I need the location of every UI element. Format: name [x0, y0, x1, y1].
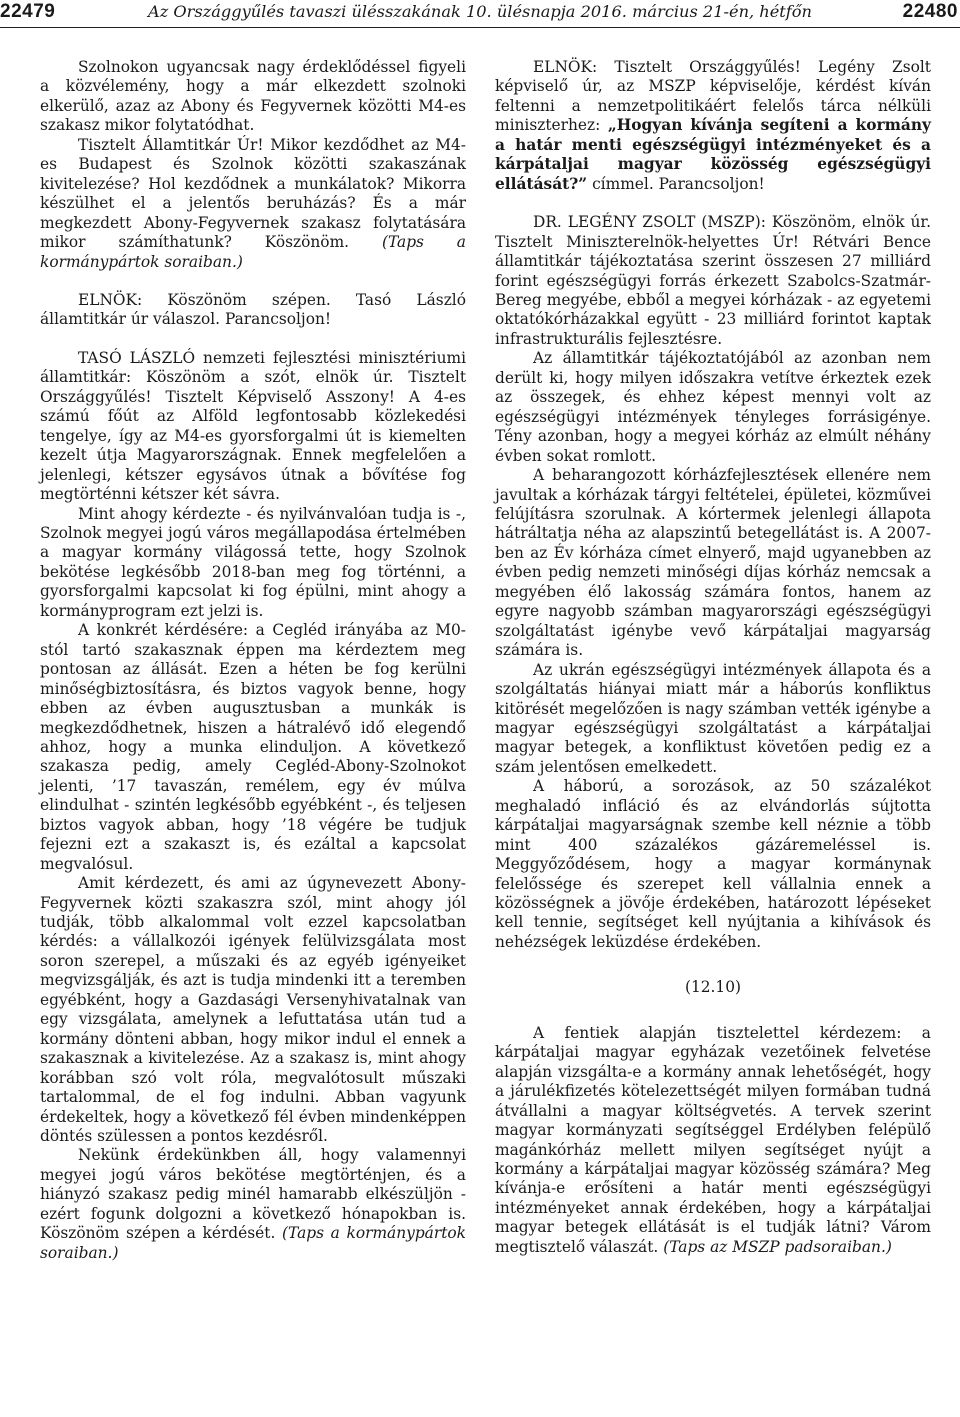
paragraph-text: címmel. Parancsoljon! [592, 174, 765, 193]
applause-note: (Taps az MSZP padsoraiban.) [663, 1237, 892, 1256]
paragraph-text: A fentiek alapján tisztelettel kérdezem: a kárpátaljai magyar egyházak vezetőinek felvetése alapján vizsgálta-e a kormány annak lehetőségét, hogy a járulékfizetés kötelezettségét milyen formában tudná átvállalni a magyar költségvetés. A tervek szerint magyar kormányzati segítséggel Erdélyben felépülő magánkórház mellett milyen segítséget nyújt a kormány a kárpátaljai magyar közösség számára? Meg kívánja-e erősíteni a határ menti egészségügyi intézményeket annak érdekében, hogy a kárpátaljai magyar betegek ellátását is el tudják látni? Várom megtisztelő válaszát. [495, 1023, 931, 1256]
speaker-paragraph: DR. LEGÉNY ZSOLT (MSZP): Köszönöm, elnök úr. Tisztelt Miniszterelnök-helyettes Úr! Rétvári Bence államtitkár tájékoztatása szerint összesen 27 milliárd forint egészségügyi forrás érkezett Szabolcs-Szatmár-Bereg megyébe, ebből a megyei kórházak - az egyetemi oktatókórházakkal együtt - 23 milliárd forintot kaptak infrastrukturális fejlesztésre. [495, 213, 931, 348]
paragraph [495, 1024, 931, 1257]
applause-note: (Taps a kormánypártok soraiban.) [40, 233, 466, 271]
paragraph: Amit kérdezett, és ami az úgynevezett Abony-Fegyvernek közti szakaszra szól, mint ahogy jól tudják, több alkalommal volt ezzel kapcsolatban kérdés: a vállalkozói igények felülvizsgálata most soron szerepel, a műszaki és az egyéb igényeiket megvizsgálják, és azt is tudja mindenki itt a teremben egyébként, hogy a Gazdasági Versenyhivatalnak van egy vizsgálata, amelynek a lefuttatása után tud a kormány dönteni abban, hogy mikor indul el ennek a szakasznak a kivitelezése. Az a szakasz is, mint ahogy korábban szó volt róla, megvalótosult műszaki tartalommal, de el fog indulni. Abban vagyunk érdekeltek, hogy a következő fél évben mindenképpen döntés szülessen a pontos kezdésről. [40, 874, 466, 1146]
question-title: „Hogyan kívánja segíteni a kormány a határ menti egészségügyi intézményeket és a kárpátaljai magyar közösség egészségügyi ellátását?” [495, 116, 931, 193]
right-column [495, 58, 931, 1257]
page-number-left: 22479 [0, 1, 56, 22]
paragraph-text: ELNÖK: Tisztelt Országgyűlés! Legény Zsolt képviselő úr, az MSZP képviselője, kérdést kíván feltenni a nemzetpolitikáért felelős tárca nélküli miniszterhez: [495, 58, 931, 135]
paragraph: A beharangozott kórházfejlesztések ellenére nem javultak a kórházak tárgyi feltételei, épületei, közművei felújításra szorulnak. A kórtermek jelenlegi állapota hátráltatja néha az alapszintű betegellátást is. A 2007-ben az Év kórháza címet elnyerő, majd ugyanebben az évben pedig nemzeti minőségi díjas kórház nemcsak a megyében élő lakosság számára fontos, hanem az egyre nagyobb számban magyarországi egészségügyi szolgáltatást igénybe vevő kárpátaljai magyarság számára is. [495, 466, 931, 660]
paragraph: Az államtitkár tájékoztatójából az azonban nem derült ki, hogy milyen időszakra vetítve érkeztek ezek az összegek, és ehhez képest mennyi volt az egészségügyi intézmények tényleges forrásigénye. Tény azonban, hogy a megyei kórház az elmúlt néhány évben sokat romlott. [495, 349, 931, 465]
paragraph: A háború, a sorozások, az 50 százalékot meghaladó infláció és az elvándorlás sújtotta kárpátaljai magyarságnak szembe kell néznie a több mint 400 százalékos gázáremeléssel is. Meggyőződésem, hogy a magyar kormánynak felelőssége és szerepet kell vállalnia ennek a közösségnek a jövője érdekében, határozott lépéseket kell tennie, segítséget kell nyújtania a kihívások és nehézségek leküzdése érdekében. [495, 777, 931, 951]
speaker-paragraph [495, 58, 931, 194]
paragraph-text: Tisztelt Államtitkár Úr! Mikor kezdődhet az M4-es Budapest és Szolnok közötti szakaszának kivitelezése? Hol kezdődnek a munkálatok? Mikorra készülhet el a jelentős beruházás? És a már megkezdett Abony-Fegyvernek szakasz folytatására mikor számíthatunk? Köszönöm. [40, 135, 466, 252]
paragraph-text: Nekünk érdekünkben áll, hogy valamennyi megyei jogú város bekötése megtörténjen, és a hiányzó szakasz pedig minél hamarabb elkészüljön - ezért fogunk dolgozni a következő hónapokban is. Köszönöm szépen a kérdését. [40, 1146, 466, 1243]
speaker-paragraph: ELNÖK: Köszönöm szépen. Tasó László államtitkár úr válaszol. Parancsoljon! [40, 290, 466, 329]
paragraph: Az ukrán egészségügyi intézmények állapota és a szolgáltatás hiányai miatt már a háborús konfliktus kitörését megelőzően is nagy számban vették igénybe a magyar egészségügyi szolgáltatást a kárpátaljai magyar betegek, a konfliktust követően pedig ez a szám jelentősen emelkedett. [495, 660, 931, 776]
paragraph: Mint ahogy kérdezte - és nyilvánvalóan tudja is -, Szolnok megyei jogú város megállapodása értelmében a magyar kormány világossá tette, hogy Szolnok bekötése legkésőbb 2018-ban meg fog történni, a gyorsforgalmi kapcsolat ki fog épülni, mint ahogy a kormányprogram ezt jelzi is. [40, 504, 466, 620]
running-title: Az Országgyűlés tavaszi ülésszakának 10. ülésnapja 2016. március 21-én, hétfőn [148, 2, 812, 21]
timestamp: (12.10) [684, 978, 742, 997]
paragraph: A konkrét kérdésére: a Cegléd irányába az M0-stól tartó szakasznak éppen ma kérdeztem meg pontosan az állását. Ezen a héten be fog kerülni minőségbiztosításra, és biztos vagyok benne, hogy ebben az évben augusztusban a munkák is megkezdődhetnek, hiszen a hátralévő idő elegendő ahhoz, hogy a munka elinduljon. A következő szakasza pedig, amely Cegléd-Abony-Szolnokot jelenti, ’17 tavaszán, remélem, egy év múlva elindulhat - szintén legkésőbb egyébként -, és teljesen biztos vagyok abban, hogy ’18 végére be tudjuk fejezni ezt a szakaszt is, és ezáltal a kapcsolat megvalósul. [40, 621, 466, 873]
left-column [40, 58, 466, 1263]
paragraph [40, 136, 466, 272]
speaker-paragraph: TASÓ LÁSZLÓ nemzeti fejlesztési minisztériumi államtitkár: Köszönöm a szót, elnök úr. Tisztelt Országgyűlés! Tisztelt Képviselő Asszony! A 4-es számú főút az Alföld legfontosabb közlekedési tengelye, így az M4-es gyorsforgalmi út is kiemelten kezelt útja Magyarországnak. Ennek megfelelően a jelenlegi, kétszer egysávos útnak a bővítése fog megtörténni kétszer két sávra. [40, 348, 466, 504]
paragraph: Szolnokon ugyancsak nagy érdeklődéssel figyeli a közvélemény, hogy a már elkezdett szolnoki elkerülő, azaz az Abony és Fegyvernek közötti M4-es szakasz mikor folytatódhat. [40, 58, 466, 135]
paragraph [40, 1146, 466, 1263]
header-rule [0, 27, 960, 28]
page-number-right: 22480 [902, 1, 958, 22]
page-header [0, 0, 960, 38]
applause-note: (Taps a kormánypártok soraiban.) [40, 1224, 466, 1262]
